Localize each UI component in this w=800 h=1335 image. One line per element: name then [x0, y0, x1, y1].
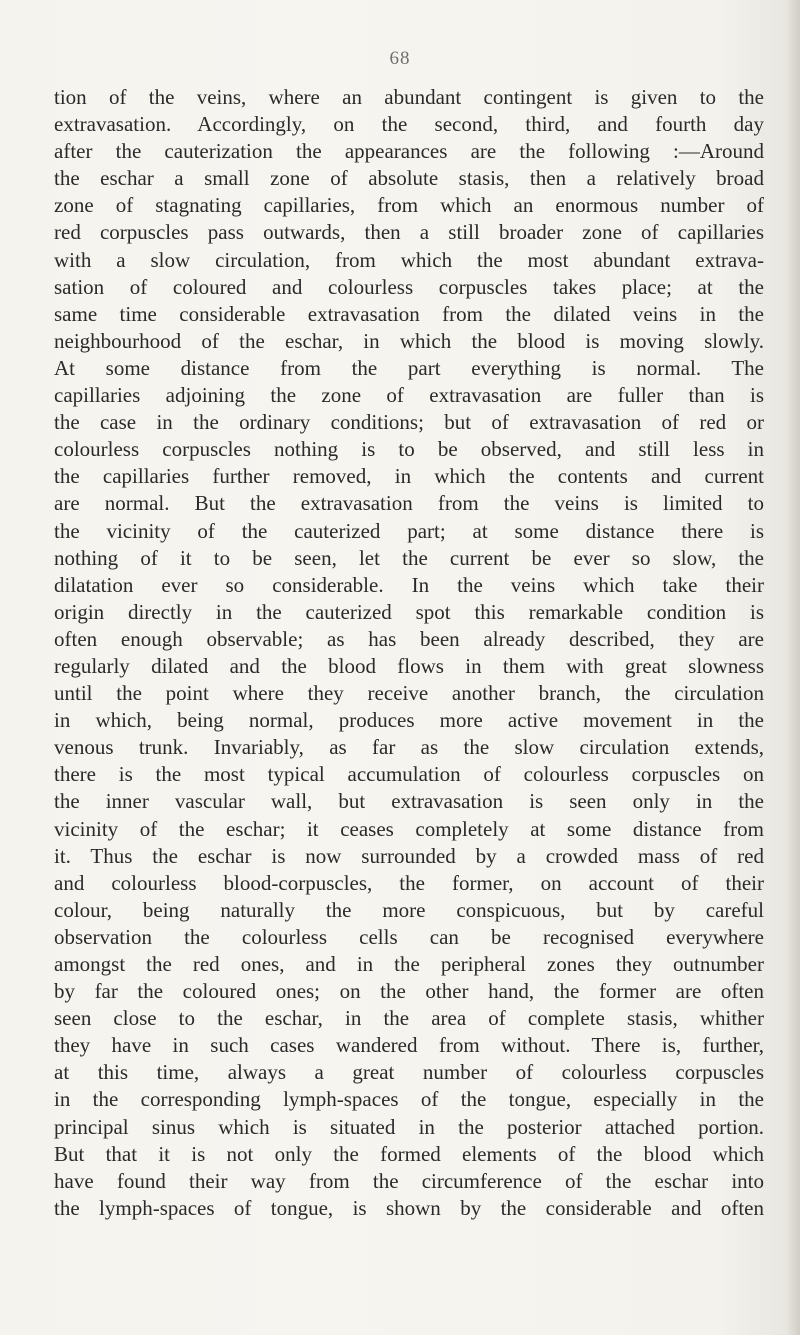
text-line: the inner vascular wall, but extravasation is seen only in the — [54, 789, 764, 814]
text-line: there is the most typical accumulation of colourless corpuscles on — [54, 762, 764, 787]
text-line: colourless corpuscles nothing is to be observed, and still less in — [54, 437, 764, 462]
text-line: But that it is not only the formed elements of the blood which — [54, 1141, 764, 1166]
text-line: the capillaries further removed, in which the contents and current — [54, 464, 764, 489]
text-line: and colourless blood-corpuscles, the former, on account of their — [54, 870, 764, 895]
text-line: regularly dilated and the blood flows in them with great slowness — [54, 653, 764, 678]
text-line: principal sinus which is situated in the posterior attached portion. — [54, 1114, 764, 1139]
text-line: it. Thus the eschar is now surrounded by a crowded mass of red — [54, 843, 764, 868]
text-line: with a slow circulation, from which the most abundant extrava- — [54, 247, 764, 272]
text-line: the vicinity of the cauterized part; at some distance there is — [54, 518, 764, 543]
text-line: neighbourhood of the eschar, in which the blood is moving slowly. — [54, 328, 764, 353]
text-line: origin directly in the cauterized spot this remarkable condition is — [54, 599, 764, 624]
text-line: extravasation. Accordingly, on the second, third, and fourth day — [54, 112, 764, 137]
text-line: they have in such cases wandered from without. There is, further, — [54, 1033, 764, 1058]
text-line: sation of coloured and colourless corpuscles takes place; at the — [54, 274, 764, 299]
text-line: observation the colourless cells can be recognised everywhere — [54, 924, 764, 949]
text-line: same time considerable extravasation from the dilated veins in the — [54, 301, 764, 326]
text-line: vicinity of the eschar; it ceases completely at some distance from — [54, 816, 764, 841]
text-line: have found their way from the circumference of the eschar into — [54, 1168, 764, 1193]
text-line: red corpuscles pass outwards, then a still broader zone of capillaries — [54, 220, 764, 245]
text-line: the eschar a small zone of absolute stasis, then a relatively broad — [54, 166, 764, 191]
page-edge-shadow — [786, 0, 800, 1335]
text-line: tion of the veins, where an abundant contingent is given to the — [54, 85, 764, 109]
text-line: nothing of it to be seen, let the current be ever so slow, the — [54, 545, 764, 570]
text-line: capillaries adjoining the zone of extravasation are fuller than is — [54, 383, 764, 408]
text-line: after the cauterization the appearances are the following :—Around — [54, 139, 764, 164]
text-line: until the point where they receive another branch, the circulation — [54, 681, 764, 706]
text-line: by far the coloured ones; on the other hand, the former are often — [54, 979, 764, 1004]
text-line: venous trunk. Invariably, as far as the slow circulation extends, — [54, 735, 764, 760]
text-line: the lymph-spaces of tongue, is shown by the considerable and often — [54, 1195, 764, 1220]
text-line: zone of stagnating capillaries, from which an enormous number of — [54, 193, 764, 218]
text-line: are normal. But the extravasation from the veins is limited to — [54, 491, 764, 516]
text-line: At some distance from the part everything is normal. The — [54, 355, 764, 380]
text-line: the case in the ordinary conditions; but of extravasation of red or — [54, 410, 764, 435]
text-line: in the corresponding lymph-spaces of the tongue, especially in the — [54, 1087, 764, 1112]
page-number: 68 — [389, 48, 411, 69]
text-line: often enough observable; as has been already described, they are — [54, 626, 764, 651]
text-line: in which, being normal, produces more active movement in the — [54, 708, 764, 733]
text-line: seen close to the eschar, in the area of complete stasis, whither — [54, 1006, 764, 1031]
body-text — [54, 84, 764, 1222]
text-line: at this time, always a great number of colourless corpuscles — [54, 1060, 764, 1085]
text-line: colour, being naturally the more conspicuous, but by careful — [54, 897, 764, 922]
text-line: dilatation ever so considerable. In the veins which take their — [54, 572, 764, 597]
text-line: amongst the red ones, and in the peripheral zones they outnumber — [54, 952, 764, 976]
